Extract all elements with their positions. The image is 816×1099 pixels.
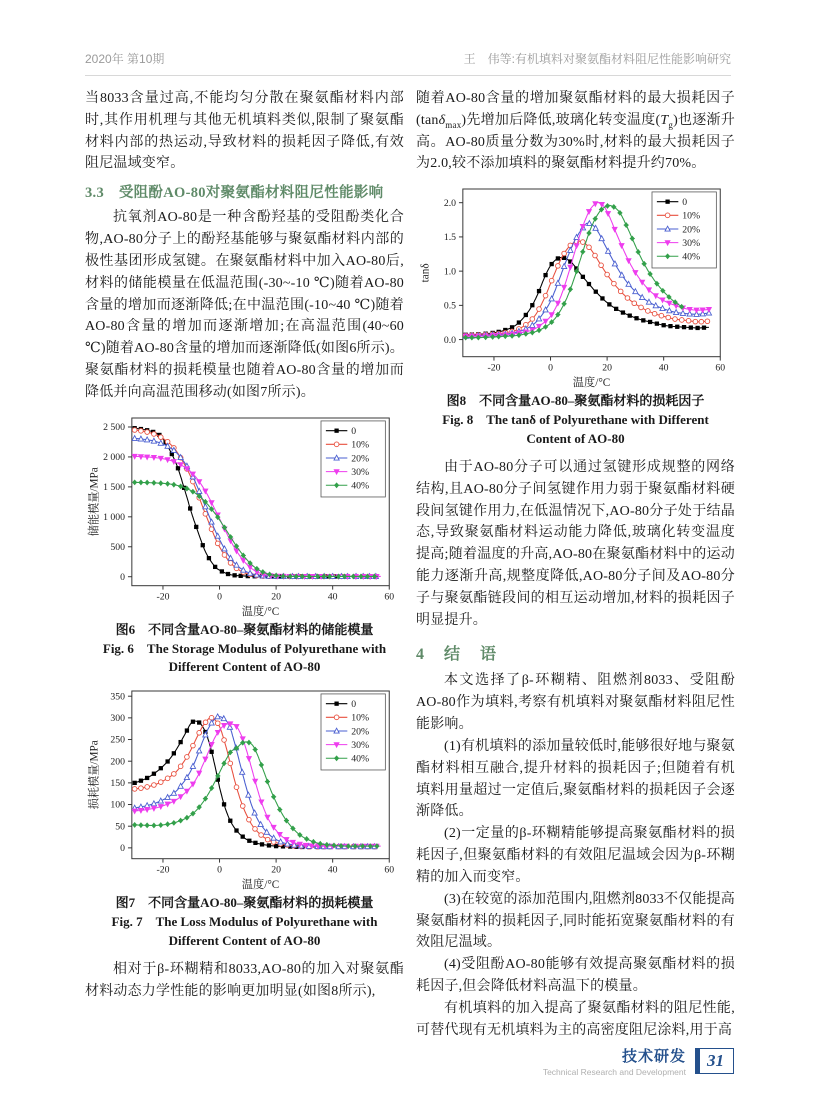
page-header — [85, 50, 731, 76]
svg-text:0: 0 — [120, 843, 126, 855]
footer-label-en: Technical Research and Development — [542, 1067, 686, 1077]
svg-text:0: 0 — [351, 699, 357, 711]
svg-text:300: 300 — [110, 713, 126, 725]
paragraph: 相对于β-环糊精和8033,AO-80的加入对聚氨酯材料动态力学性能的影响更加明显(如图8所示), — [85, 961, 404, 999]
figure-6-caption-cn: 图6 不同含量AO-80–聚氨酯材料的储能模量 — [115, 621, 374, 637]
svg-text:40%: 40% — [351, 480, 370, 492]
page-footer — [543, 1045, 734, 1077]
svg-text:20: 20 — [271, 591, 281, 603]
svg-text:储能模量/MPa: 储能模量/MPa — [88, 467, 101, 537]
page-number-badge: 31 — [695, 1048, 734, 1074]
svg-text:温度/°C: 温度/°C — [241, 879, 280, 892]
svg-text:10%: 10% — [351, 439, 370, 451]
svg-text:10%: 10% — [351, 713, 370, 725]
svg-text:20: 20 — [602, 362, 612, 374]
svg-text:50: 50 — [115, 821, 126, 833]
svg-text:0.0: 0.0 — [443, 335, 457, 347]
svg-text:350: 350 — [110, 691, 126, 703]
footer-section-label — [543, 1045, 686, 1077]
paragraph: 本文选择了β-环糊精、阻燃剂8033、受阻酚AO-80作为填料,考察有机填料对聚氨酯材料阻尼性能影响。 — [416, 673, 735, 733]
paragraph: 当8033含量过高,不能均匀分散在聚氨酯材料内部时,其作用机理与其他无机填料类似,限制了聚氨酯材料内部的热运动,导致材料的损耗因子降低,有效阻尼温域变窄。 — [85, 91, 404, 172]
svg-text:2 000: 2 000 — [103, 451, 126, 463]
running-title: 王 伟等:有机填料对聚氨酯材料阻尼性能影响研究 — [463, 52, 731, 66]
svg-text:30%: 30% — [351, 740, 370, 752]
svg-text:500: 500 — [110, 541, 126, 553]
svg-text:40: 40 — [327, 864, 338, 876]
figure-8-caption — [422, 392, 729, 449]
svg-text:30%: 30% — [682, 238, 701, 250]
paragraph: 随着AO-80含量的增加聚氨酯材料的最大损耗因子(tanδ$_{max}$)先增加后降低,玻璃化转变温度$(T_g)$也逐渐升高。AO-80质量分数为30%时,材料的最大损耗因子为2.0,较不添加填料的聚氨酯材料提升约70%。 — [416, 91, 735, 172]
paragraph: 有机填料的加入提高了聚氨酯材料的阻尼性能,可替代现有无机填料为主的高密度阻尼涂料,用于高 — [416, 1000, 735, 1038]
svg-text:1.0: 1.0 — [443, 266, 457, 278]
footer-label-cn: 技术研发 — [621, 1048, 686, 1065]
paragraph: 由于AO-80分子可以通过氢键形成规整的网络结构,且AO-80分子间氢键作用力弱于聚氨酯材料硬段间氢键作用力,在低温情况下,AO-80分子处于结晶态,导致聚氨酯材料运动能力降低,玻璃化转变温度提高;随着温度的升高,AO-80在聚氨酯材料中的运动能力逐渐升高,规整度降低,AO-80分子间及AO-80分子与聚氨酯链段间的相互运动增加,材料的损耗因子明显提升。 — [416, 459, 735, 628]
svg-text:0: 0 — [120, 571, 126, 583]
svg-text:-20: -20 — [487, 362, 501, 374]
paragraph: (3)在较宽的添加范围内,阻燃剂8033不仅能提高聚氨酯材料的损耗因子,同时能拓宽聚氨酯材料的有效阻尼温域。 — [416, 891, 735, 951]
svg-text:60: 60 — [715, 362, 726, 374]
figure-6-chart — [87, 412, 404, 619]
svg-text:20%: 20% — [682, 224, 701, 236]
svg-text:200: 200 — [110, 756, 126, 768]
svg-text:损耗模量/MPa: 损耗模量/MPa — [88, 740, 101, 810]
svg-text:0: 0 — [682, 197, 688, 209]
figure-7-caption — [91, 894, 398, 951]
svg-text:1 000: 1 000 — [103, 511, 126, 523]
svg-text:250: 250 — [110, 735, 126, 747]
figure-7-caption-en: Fig. 7 The Loss Modulus of Polyurethane with Different Content of AO-80 — [111, 914, 378, 948]
svg-text:1 500: 1 500 — [103, 481, 126, 493]
svg-text:60: 60 — [384, 864, 395, 876]
svg-text:60: 60 — [384, 591, 395, 603]
page-body — [85, 88, 735, 1042]
svg-text:20%: 20% — [351, 726, 370, 738]
figure-7-caption-cn: 图7 不同含量AO-80–聚氨酯材料的损耗模量 — [115, 895, 374, 911]
svg-text:20%: 20% — [351, 453, 370, 465]
svg-text:150: 150 — [110, 778, 126, 790]
svg-text:30%: 30% — [351, 466, 370, 478]
svg-text:0: 0 — [351, 425, 357, 437]
figure-8-caption-cn: 图8 不同含量AO-80–聚氨酯材料的损耗因子 — [446, 393, 705, 409]
paragraph: (4)受阻酚AO-80能够有效提高聚氨酯材料的损耗因子,但会降低材料高温下的模量。 — [416, 957, 735, 995]
figure-8-chart — [418, 183, 735, 390]
figure-6-caption-en: Fig. 6 The Storage Modulus of Polyurethane with Different Content of AO-80 — [102, 640, 387, 675]
left-column — [85, 88, 404, 1042]
svg-text:-20: -20 — [156, 864, 170, 876]
svg-text:0: 0 — [548, 362, 553, 374]
figure-6-caption — [91, 621, 398, 678]
svg-text:-20: -20 — [156, 591, 170, 603]
paragraph: 抗氧剂AO-80是一种含酚羟基的受阻酚类化合物,AO-80分子上的酚羟基能够与聚氨酯材料内部的极性基团形成氢键。在聚氨酯材料中加入AO-80后,材料的储能模量在低温范围(-30~-10 ℃)随着AO-80含量的增加而逐渐降低;在中温范围(-10~40 ℃)随着AO-80含量的增加而逐渐增加;在高温范围(40~60 ℃)随着AO-80含量的增加而逐渐降低(如图6所示)。聚氨酯材料的损耗模量也随着AO-80含量的增加而降低并向高温范围移动(如图7所示)。 — [85, 210, 404, 400]
svg-text:温度/°C: 温度/°C — [241, 605, 280, 618]
svg-text:0: 0 — [217, 591, 222, 603]
right-column — [416, 88, 735, 1042]
paragraph: (1)有机填料的添加量较低时,能够很好地与聚氨酯材料相互融合,提升材料的损耗因子;但随着有机填料用量超过一定值后,聚氨酯材料的损耗因子会逐渐降低。 — [416, 738, 735, 820]
section-heading-3-3: 3.3 受阻酚AO-80对聚氨酯材料阻尼性能影响 — [85, 185, 384, 202]
svg-text:20: 20 — [271, 864, 281, 876]
svg-text:100: 100 — [110, 800, 126, 812]
figure-7-chart — [87, 685, 404, 892]
svg-text:40%: 40% — [682, 252, 701, 263]
journal-issue: 2020年 第10期 — [85, 52, 165, 66]
svg-text:10%: 10% — [682, 211, 701, 223]
svg-text:0: 0 — [217, 864, 222, 876]
svg-text:40: 40 — [658, 362, 669, 374]
svg-text:2 500: 2 500 — [103, 421, 126, 433]
svg-text:2.0: 2.0 — [443, 198, 457, 210]
svg-text:tanδ: tanδ — [419, 263, 432, 283]
svg-text:0.5: 0.5 — [443, 300, 457, 312]
section-heading-4: 4 结 语 — [416, 646, 499, 664]
svg-text:40: 40 — [327, 591, 338, 603]
svg-text:温度/°C: 温度/°C — [572, 377, 611, 390]
figure-8-caption-en: Fig. 8 The tanδ of Polyurethane with Different Content of AO-80 — [442, 412, 709, 446]
svg-text:1.5: 1.5 — [443, 232, 457, 244]
svg-text:40%: 40% — [351, 753, 370, 765]
paragraph: (2)一定量的β-环糊精能够提高聚氨酯材料的损耗因子,但聚氨酯材料的有效阻尼温域会因为β-环糊精的加入而变窄。 — [416, 826, 735, 885]
